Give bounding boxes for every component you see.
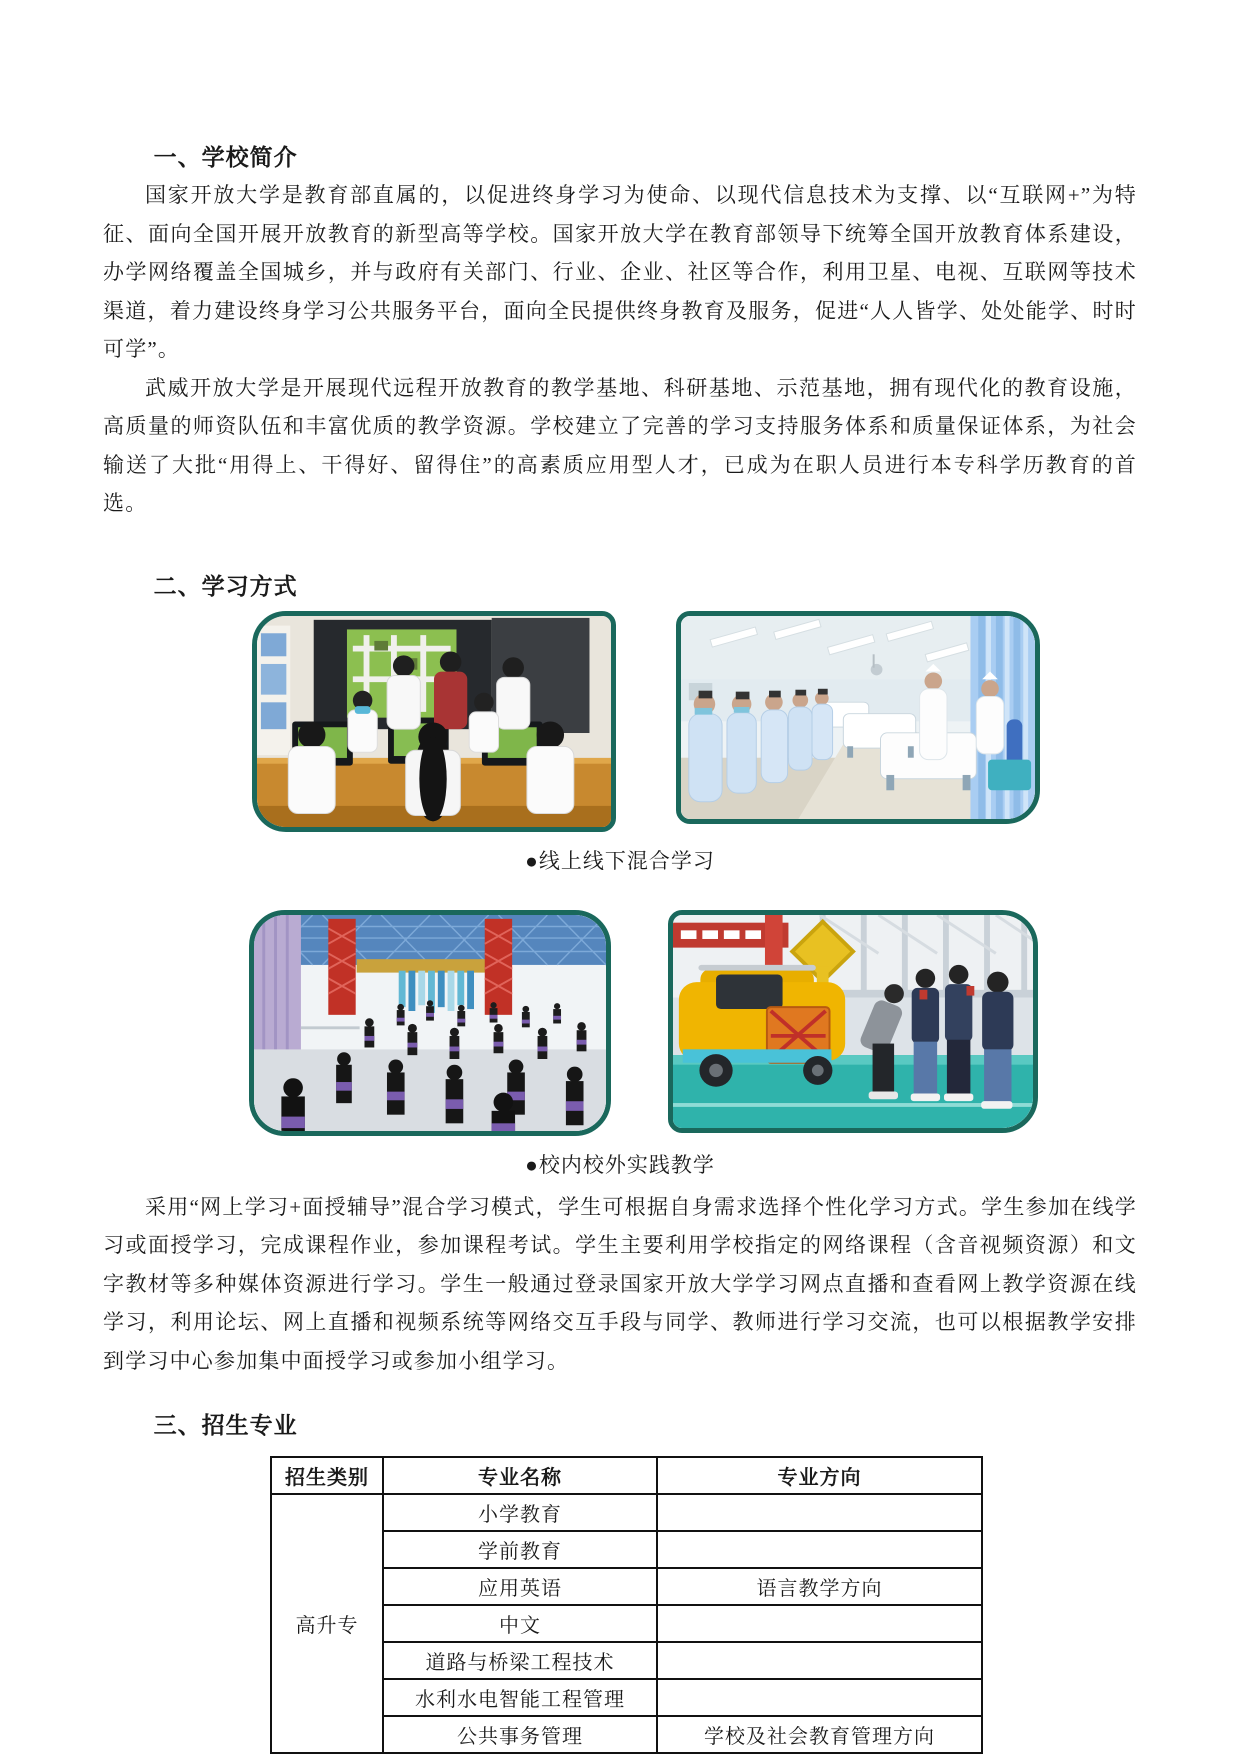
direction-cell (657, 1531, 982, 1568)
header-category: 招生类别 (271, 1457, 383, 1494)
photo-dance-studio (249, 910, 611, 1136)
section2-title: 二、学习方式 (153, 572, 298, 599)
major-cell: 水利水电智能工程管理 (383, 1679, 657, 1716)
header-direction: 专业方向 (657, 1457, 982, 1494)
direction-cell (657, 1605, 982, 1642)
table-header-row (271, 1457, 982, 1494)
photo-row-practice (103, 910, 1137, 1136)
section1-title: 一、学校简介 (153, 144, 298, 170)
enrollment-majors-table (270, 1456, 983, 1754)
direction-cell: 学校及社会教育管理方向 (657, 1716, 982, 1753)
dance-studio-illustration (254, 915, 606, 1131)
major-cell: 小学教育 (383, 1494, 657, 1531)
photo-auto-workshop (668, 910, 1038, 1133)
section2-paragraph: 采用“网上学习+面授辅导”混合学习模式，学生可根据自身需求选择个性化学习方式。学生参加在线学习或面授学习，完成课程作业，参加课程考试。学生主要利用学校指定的网络课程（含音视频资源）和文字教材等多种媒体资源进行学习。学生一般通过登录国家开放大学学习网点直播和查看网上教学资源在线学习，利用论坛、网上直播和视频系统等网络交互手段与同学、教师进行学习交流，也可以根据教学安排到学习中心参加集中面授学习或参加小组学习。 (103, 1194, 1137, 1373)
direction-cell: 语言教学方向 (657, 1568, 982, 1605)
caption-practice: ●校内校外实践教学 (525, 1152, 715, 1177)
table-row (271, 1494, 982, 1531)
computer-classroom-illustration (257, 616, 611, 827)
major-cell: 应用英语 (383, 1568, 657, 1605)
photo-row-online-offline (103, 611, 1137, 832)
major-cell: 中文 (383, 1605, 657, 1642)
direction-cell (657, 1642, 982, 1679)
auto-workshop-illustration (673, 915, 1033, 1128)
section3-title: 三、招生专业 (153, 1412, 298, 1438)
nursing-classroom-illustration (681, 616, 1035, 819)
direction-cell (657, 1494, 982, 1531)
section1-paragraph-1: 国家开放大学是教育部直属的，以促进终身学习为使命、以现代信息技术为支撑、以“互联网+”为特征、面向全国开展开放教育的新型高等学校。国家开放大学在教育部领导下统筹全国开放教育体系建设，办学网络覆盖全国城乡，并与政府有关部门、行业、企业、社区等合作，利用卫星、电视、互联网等技术渠道，着力建设终身学习公共服务平台，面向全民提供终身教育及服务，促进“人人皆学、处处能学、时时可学”。 (103, 183, 1137, 361)
section1-paragraph-2: 武威开放大学是开展现代远程开放教育的教学基地、科研基地、示范基地，拥有现代化的教育设施，高质量的师资队伍和丰富优质的教学资源。学校建立了完善的学习支持服务体系和质量保证体系，为社会输送了大批“用得上、干得好、留得住”的高素质应用型人才，已成为在职人员进行本专科学历教育的首选。 (103, 375, 1137, 515)
direction-cell (657, 1679, 982, 1716)
major-cell: 学前教育 (383, 1531, 657, 1568)
photo-computer-classroom (252, 611, 616, 832)
photo-nursing-classroom (676, 611, 1040, 824)
major-cell: 公共事务管理 (383, 1716, 657, 1753)
category-cell: 高升专 (271, 1494, 383, 1753)
caption-online-offline: ●线上线下混合学习 (525, 848, 715, 873)
header-major: 专业名称 (383, 1457, 657, 1494)
major-cell: 道路与桥梁工程技术 (383, 1642, 657, 1679)
